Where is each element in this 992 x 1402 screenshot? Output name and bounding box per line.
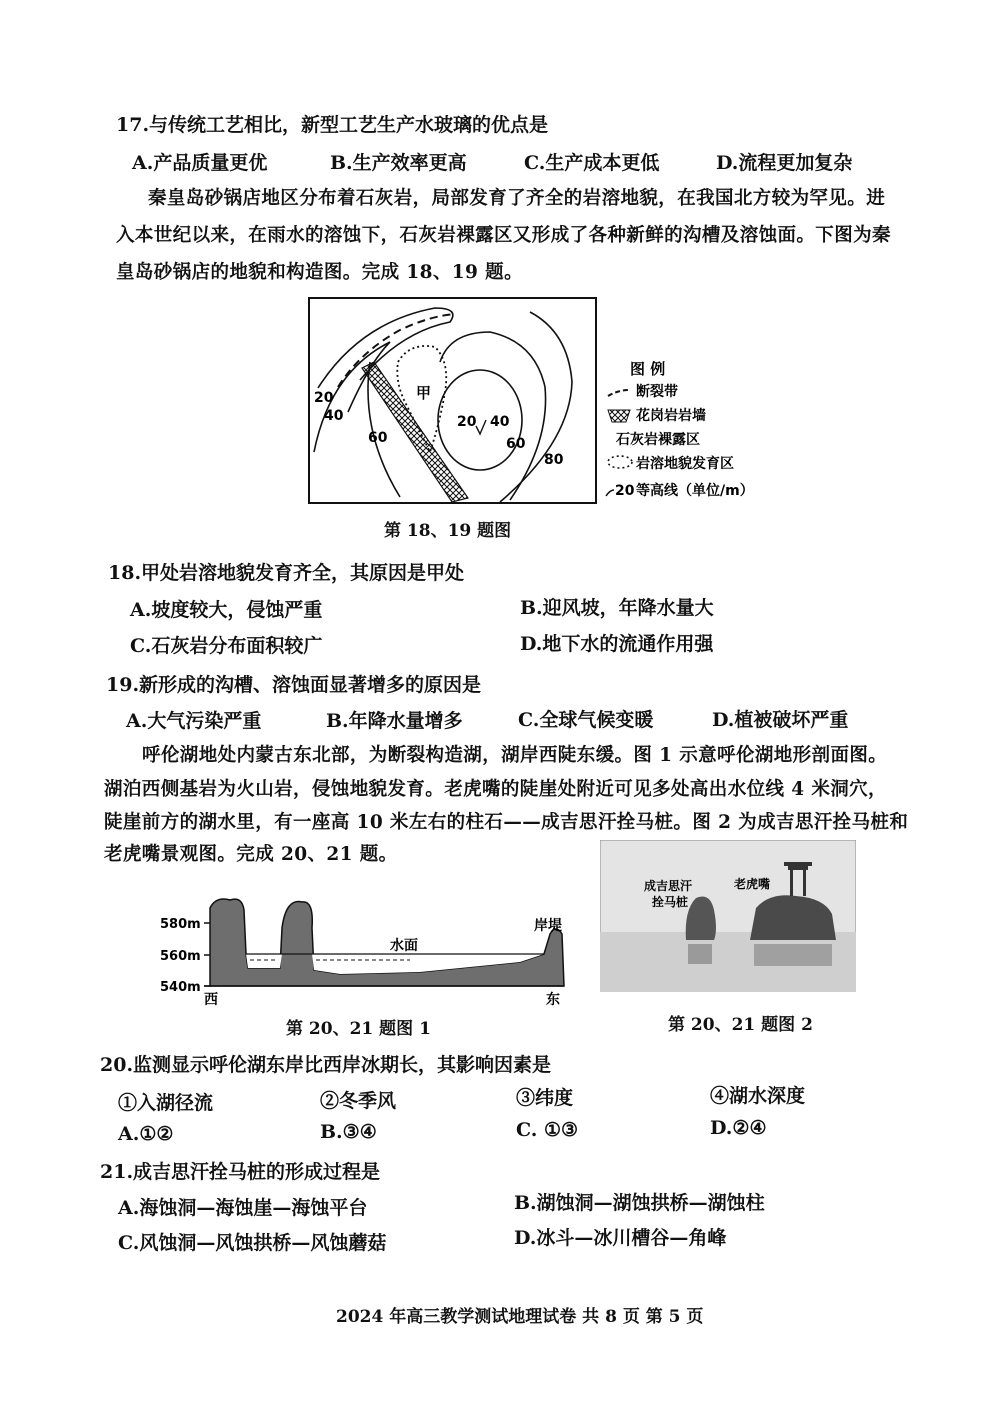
passage2-line4: 老虎嘴景观图。完成 20、21 题。 <box>104 844 398 865</box>
q19-option-b: B.年降水量增多 <box>326 710 463 732</box>
q21-stem: 21.成吉思汗拴马桩的形成过程是 <box>100 1161 381 1183</box>
passage2-line1: 呼伦湖地处内蒙古东北部，为断裂构造湖，湖岸西陡东缓。图 1 示意呼伦湖地形剖面图。 <box>142 745 888 766</box>
east-label: 东 <box>546 992 560 1008</box>
profile-terrain <box>210 899 564 986</box>
passage1-line1: 秦皇岛砂锅店地区分布着石灰岩，局部发育了齐全的岩溶地貌，在我国北方较为罕见。进 <box>148 188 886 209</box>
bank-label: 岸堤 <box>534 918 562 934</box>
q17-option-a: A.产品质量更优 <box>132 152 268 174</box>
passage2-line2: 湖泊西侧基岩为火山岩，侵蚀地貌发育。老虎嘴的陡崖处附近可见多处高出水位线 4 米洞穴， <box>104 779 887 800</box>
q21-option-c: C.风蚀洞—风蚀拱桥—风蚀蘑菇 <box>118 1232 387 1254</box>
legend-title: 图 例 <box>630 360 666 378</box>
q20-stem: 20.监测显示呼伦湖东岸比西岸冰期长，其影响因素是 <box>100 1054 552 1076</box>
q21-option-d: D.冰斗—冰川槽谷—角峰 <box>514 1227 727 1249</box>
q21-option-a: A.海蚀洞—海蚀崖—海蚀平台 <box>118 1197 368 1219</box>
map-caption: 第 18、19 题图 <box>384 521 512 541</box>
contour-line <box>500 312 572 502</box>
q21-option-b: B.湖蚀洞—湖蚀拱桥—湖蚀柱 <box>514 1192 765 1214</box>
q18-option-a: A.坡度较大，侵蚀严重 <box>130 599 323 621</box>
q17-option-c: C.生产成本更低 <box>524 152 660 174</box>
q20-choice-4: ④湖水深度 <box>710 1085 806 1107</box>
contour-label: 60 <box>506 436 526 452</box>
q20-option-b: B.③④ <box>320 1121 377 1143</box>
q20-option-d: D.②④ <box>710 1117 767 1139</box>
page-footer: 2024 年高三教学测试地理试卷 共 8 页 第 5 页 <box>336 1307 704 1327</box>
fig2-caption: 第 20、21 题图 2 <box>668 1015 813 1035</box>
q18-option-b: B.迎风坡，年降水量大 <box>520 597 714 619</box>
contour-label: 20 <box>314 390 334 406</box>
y-label-560: 560m <box>160 949 201 964</box>
pillar-label-line2: 拴马桩 <box>652 895 689 909</box>
q17-option-d: D.流程更加复杂 <box>716 152 853 174</box>
fig1-caption: 第 20、21 题图 1 <box>286 1019 431 1039</box>
landscape-photo <box>600 840 856 992</box>
q19-option-c: C.全球气候变暖 <box>518 709 654 731</box>
passage2-line3: 陡崖前方的湖水里，有一座高 10 米左右的柱石——成吉思汗拴马桩。图 2 为成吉思汗拴马桩和 <box>104 812 909 833</box>
west-label: 西 <box>204 992 218 1008</box>
y-label-540: 540m <box>160 980 201 995</box>
contour-label: 20 <box>457 414 477 430</box>
q20-choice-3: ③纬度 <box>516 1087 574 1109</box>
q18-option-c: C.石灰岩分布面积较广 <box>130 635 323 657</box>
q20-option-a: A.①② <box>118 1123 174 1145</box>
q20-choice-1: ①入湖径流 <box>118 1092 214 1114</box>
contour-label: 40 <box>490 414 510 430</box>
q20-option-c: C. ①③ <box>516 1119 579 1141</box>
pillar-label-line1: 成吉思汗 <box>644 879 693 893</box>
q17-stem: 17.与传统工艺相比，新型工艺生产水玻璃的优点是 <box>116 114 549 136</box>
q17-option-b: B.生产效率更高 <box>330 152 467 174</box>
legend-karst-symbol <box>608 456 632 468</box>
place-jia: 甲 <box>416 384 432 402</box>
legend-contour-sample: 20 <box>615 483 635 499</box>
karst-contour-map <box>300 292 790 508</box>
legend-limestone: 石灰岩裸露区 <box>616 432 700 448</box>
q20-choice-2: ②冬季风 <box>320 1090 397 1112</box>
contour-label: 80 <box>544 452 564 468</box>
q19-option-d: D.植被破坏严重 <box>712 709 849 731</box>
legend-contour-symbol <box>606 490 614 496</box>
q19-stem: 19.新形成的沟槽、溶蚀面显著增多的原因是 <box>106 674 482 696</box>
q18-stem: 18.甲处岩溶地貌发育齐全，其原因是甲处 <box>108 562 465 584</box>
q18-option-d: D.地下水的流通作用强 <box>520 633 714 655</box>
contour-label: 40 <box>324 408 344 424</box>
legend-karst: 岩溶地貌发育区 <box>636 456 734 472</box>
passage1-line2: 入本世纪以来，在雨水的溶蚀下，石灰岩裸露区又形成了各种新鲜的沟槽及溶蚀面。下图为秦 <box>116 225 891 246</box>
legend-contour: 等高线（单位/m） <box>636 483 754 499</box>
legend-fault: 断裂带 <box>636 384 678 400</box>
contour-label: 60 <box>368 430 388 446</box>
q19-option-a: A.大气污染严重 <box>126 710 262 732</box>
lake-profile-figure <box>160 888 580 1008</box>
legend-fault-symbol <box>608 390 630 396</box>
legend-dike-symbol <box>608 410 630 422</box>
tiger-label: 老虎嘴 <box>734 877 771 891</box>
summit-mark <box>476 420 486 434</box>
legend-dike: 花岗岩岩墙 <box>636 408 706 424</box>
water-label: 水面 <box>390 938 418 954</box>
y-label-580: 580m <box>160 917 201 932</box>
passage1-line3: 皇岛砂锅店的地貌和构造图。完成 18、19 题。 <box>116 262 523 283</box>
